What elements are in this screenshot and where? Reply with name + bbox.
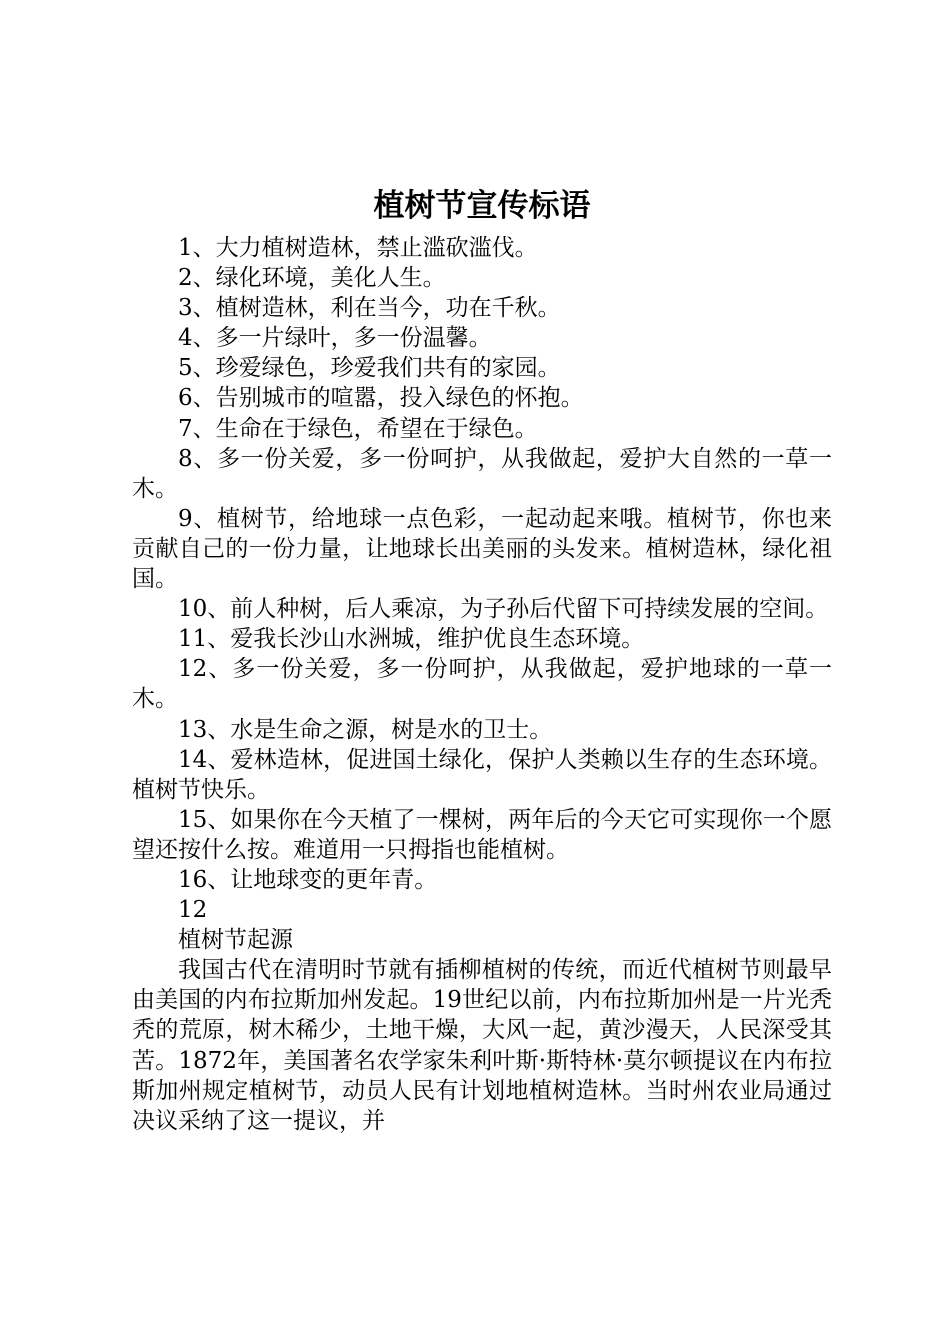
slogan-item: 16、让地球变的更年青。 <box>178 866 438 893</box>
slogan-item: 4、多一片绿叶，多一份温馨。 <box>178 325 492 352</box>
number-line: 12 <box>178 897 208 924</box>
slogan-item: 10、前人种树，后人乘凉，为子孙后代留下可持续发展的空间。 <box>178 596 829 623</box>
page-title: 植树节宣传标语 <box>373 188 591 224</box>
slogan-item: 11、爱我长沙山水洲城，维护优良生态环境。 <box>178 626 645 653</box>
slogan-item: 12、多一份关爱，多一份呵护，从我做起，爱护地球的一草一木。 <box>132 656 832 713</box>
slogan-item: 2、绿化环境，美化人生。 <box>178 265 446 292</box>
slogan-item: 8、多一份关爱，多一份呵护，从我做起，爱护大自然的一草一木。 <box>132 445 832 502</box>
slogan-item: 13、水是生命之源，树是水的卫士。 <box>178 716 553 743</box>
slogan-item: 7、生命在于绿色，希望在于绿色。 <box>178 415 538 442</box>
slogan-item: 6、告别城市的喧嚣，投入绿色的怀抱。 <box>178 385 584 412</box>
slogan-item: 15、如果你在今天植了一棵树，两年后的今天它可实现你一个愿望还按什么按。难道用一只拇指也能植树。 <box>132 806 832 863</box>
origin-paragraph: 我国古代在清明时节就有插柳植树的传统，而近代植树节则最早由美国的内布拉斯加州发起。19世纪以前，内布拉斯加州是一片光秃秃的荒原，树木稀少，土地干燥，大风一起，黄沙漫天，人民深受其苦。1872年，美国著名农学家朱利叶斯·斯特林·莫尔顿提议在内布拉斯加州规定植树节，动员人民有计划地植树造林。当时州农业局通过决议采纳了这一提议，并 <box>132 957 832 1134</box>
section-heading: 植树节起源 <box>178 927 293 954</box>
slogan-item: 1、大力植树造林，禁止滥砍滥伐。 <box>178 235 538 261</box>
slogan-item: 5、珍爱绿色，珍爱我们共有的家园。 <box>178 355 561 382</box>
slogan-item: 14、爱林造林，促进国土绿化，保护人类赖以生存的生态环境。植树节快乐。 <box>132 746 832 803</box>
slogan-item: 3、植树造林，利在当今，功在千秋。 <box>178 295 561 322</box>
slogan-item: 9、植树节，给地球一点色彩，一起动起来哦。植树节，你也来贡献自己的一份力量，让地球长出美丽的头发来。植树造林，绿化祖国。 <box>132 505 832 593</box>
document-body <box>132 233 832 1136</box>
